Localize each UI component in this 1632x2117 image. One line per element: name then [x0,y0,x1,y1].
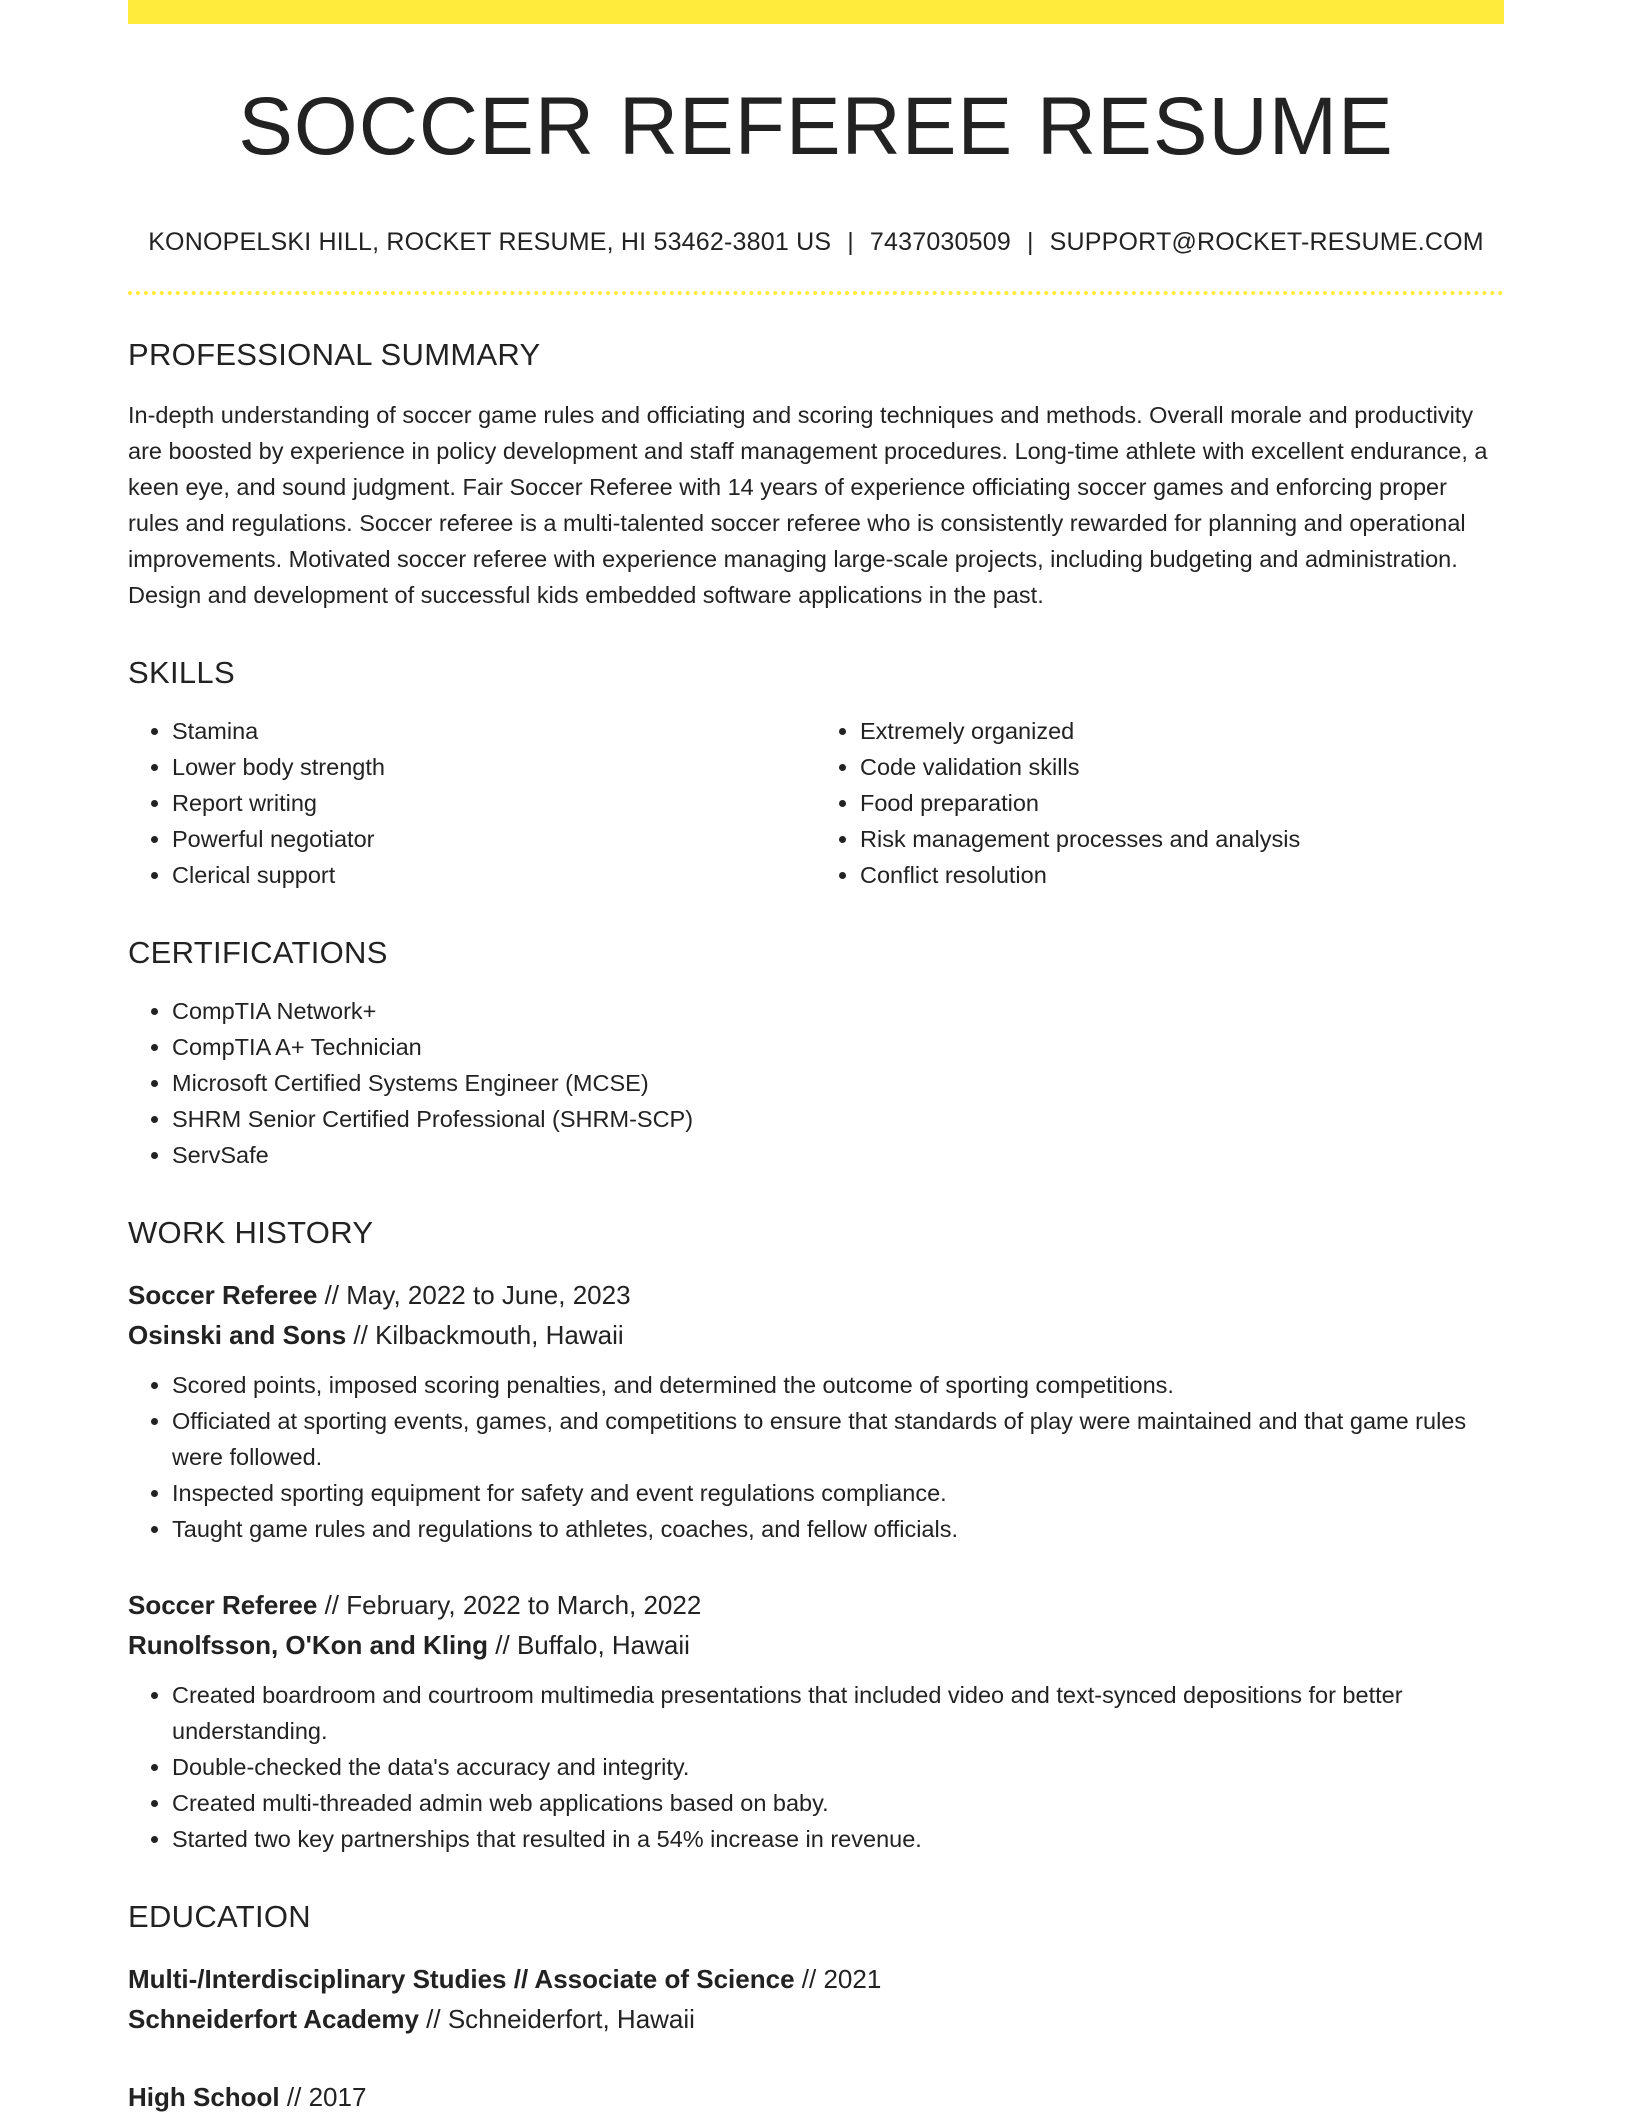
dotted-divider [128,291,1504,295]
education-entry [128,1959,1504,2039]
job-company: Runolfsson, O'Kon and Kling [128,1630,489,1661]
contact-email: SUPPORT@ROCKET-RESUME.COM [1049,228,1484,257]
job-entry [128,1275,1504,1547]
job-dates: February, 2022 to March, 2022 [346,1590,702,1621]
job-bullet: • Created multi-threaded admin web applications based on baby. [172,1785,1504,1821]
job-dates: May, 2022 to June, 2023 [346,1280,631,1311]
education-degree-line [128,1959,1504,1999]
job-title-line [128,1275,1504,1315]
certification-item: • Microsoft Certified Systems Engineer (MCSE) [172,1065,1504,1101]
job-title-line [128,1585,1504,1625]
skills-heading: SKILLS [128,655,235,691]
skill-item: • Stamina [172,713,816,749]
contact-line [128,228,1504,257]
summary-heading: PROFESSIONAL SUMMARY [128,337,541,373]
separator: // [324,1590,340,1621]
work-history-heading: WORK HISTORY [128,1215,374,1251]
job-company-line [128,1625,1504,1665]
contact-phone: 7437030509 [869,228,1011,257]
job-bullets [128,1367,1504,1547]
certification-item: • ServSafe [172,1137,1504,1173]
skills-left-list [128,713,816,893]
certifications-list [128,993,1504,1173]
job-bullet: • Inspected sporting equipment for safety and event regulations compliance. [172,1475,1504,1511]
skill-item: • Food preparation [860,785,1504,821]
separator: // [801,1964,817,1995]
skills-right-list [816,713,1504,893]
job-location: Buffalo, Hawaii [516,1630,690,1661]
skill-item: • Extremely organized [860,713,1504,749]
education-school: Schneiderfort Academy [128,2004,419,2035]
job-title: Soccer Referee [128,1590,318,1621]
education-degree-line [128,2077,1504,2117]
job-company-line [128,1315,1504,1355]
separator: // [286,2082,302,2113]
skill-item: • Lower body strength [172,749,816,785]
page-title: SOCCER REFEREE RESUME [238,81,1394,172]
certifications-heading: CERTIFICATIONS [128,935,388,971]
education-entry [128,2077,1504,2117]
job-location: Kilbackmouth, Hawaii [375,1320,624,1351]
job-entry [128,1585,1504,1857]
job-bullets [128,1677,1504,1857]
certification-item: • SHRM Senior Certified Professional (SHRM-SCP) [172,1101,1504,1137]
education-degree: Multi-/Interdisciplinary Studies // Associate of Science [128,1964,795,1995]
education-location: Schneiderfort, Hawaii [447,2004,695,2035]
contact-separator: | [847,228,854,257]
education-year: 2017 [308,2082,367,2113]
job-bullet: • Created boardroom and courtroom multimedia presentations that included video and text-synced depositions for better understanding. [172,1677,1504,1749]
job-bullet: • Taught game rules and regulations to athletes, coaches, and fellow officials. [172,1511,1504,1547]
education-degree: High School [128,2082,280,2113]
job-bullet: • Started two key partnerships that resulted in a 54% increase in revenue. [172,1821,1504,1857]
summary-text: In-depth understanding of soccer game rules and officiating and scoring techniques and methods. Overall morale and productivity are boosted by experience in policy development and staff management procedures. Long-time athlete with excellent endurance, a keen eye, and sound judgment. Fair Soccer Referee with 14 years of experience officiating soccer games and enforcing proper rules and regulations. Soccer referee is a multi-talented soccer referee who is consistently rewarded for planning and operational improvements. Motivated soccer referee with experience managing large-scale projects, including budgeting and administration. Design and development of successful kids embedded software applications in the past. [128,402,1488,609]
certification-item: • CompTIA A+ Technician [172,1029,1504,1065]
top-accent-bar [128,0,1504,24]
job-bullet: • Officiated at sporting events, games, and competitions to ensure that standards of play were maintained and that game rules were followed. [172,1403,1504,1475]
education-year: 2021 [823,1964,882,1995]
job-company: Osinski and Sons [128,1320,347,1351]
skill-item: • Code validation skills [860,749,1504,785]
certification-item: • CompTIA Network+ [172,993,1504,1029]
skill-item: • Powerful negotiator [172,821,816,857]
skill-item: • Report writing [172,785,816,821]
separator: // [324,1280,340,1311]
separator: // [353,1320,368,1351]
education-heading: EDUCATION [128,1899,311,1935]
contact-separator: | [1026,228,1034,257]
skill-item: • Clerical support [172,857,816,893]
skill-item: • Conflict resolution [860,857,1504,893]
skills-grid [128,713,1504,893]
contact-address: KONOPELSKI HILL, ROCKET RESUME, HI 53462-3801 US [148,228,832,257]
job-title: Soccer Referee [128,1280,318,1311]
job-bullet: • Scored points, imposed scoring penalties, and determined the outcome of sporting competitions. [172,1367,1504,1403]
separator: // [495,1630,510,1661]
resume-page [128,0,1504,2117]
education-school-line [128,1999,1504,2039]
job-bullet: • Double-checked the data's accuracy and integrity. [172,1749,1504,1785]
skill-item: • Risk management processes and analysis [860,821,1504,857]
separator: // [426,2004,441,2035]
